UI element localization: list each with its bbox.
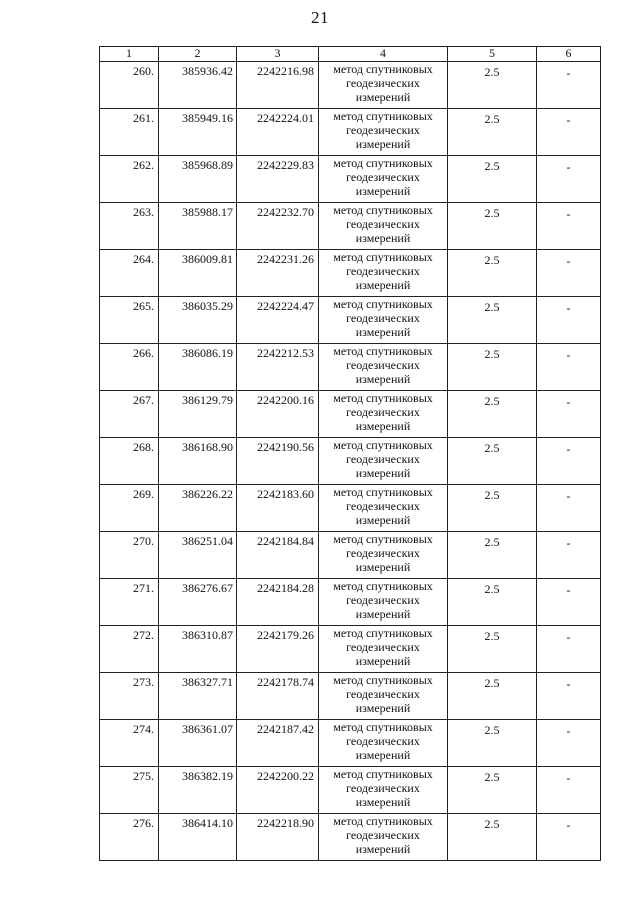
column-header: 6 (537, 47, 601, 62)
accuracy-cell: 2.5 (448, 62, 537, 109)
x-coordinate-cell: 385936.42 (159, 62, 237, 109)
table-row (100, 532, 601, 579)
accuracy-cell: 2.5 (448, 720, 537, 767)
method-cell: метод спутниковых геодезических измерений (319, 579, 448, 626)
x-coordinate-cell: 386009.81 (159, 250, 237, 297)
x-coordinate-cell: 386414.10 (159, 814, 237, 861)
note-cell: - (537, 814, 601, 861)
method-cell: метод спутниковых геодезических измерений (319, 203, 448, 250)
x-coordinate-cell: 386226.22 (159, 485, 237, 532)
y-coordinate-cell: 2242179.26 (237, 626, 319, 673)
point-number-cell: 260. (100, 62, 159, 109)
y-coordinate-cell: 2242178.74 (237, 673, 319, 720)
x-coordinate-cell: 386382.19 (159, 767, 237, 814)
method-cell: метод спутниковых геодезических измерений (319, 626, 448, 673)
accuracy-cell: 2.5 (448, 767, 537, 814)
note-cell: - (537, 579, 601, 626)
note-cell: - (537, 485, 601, 532)
coordinates-table (99, 46, 601, 861)
x-coordinate-cell: 386310.87 (159, 626, 237, 673)
point-number-cell: 271. (100, 579, 159, 626)
note-cell: - (537, 297, 601, 344)
accuracy-cell: 2.5 (448, 250, 537, 297)
y-coordinate-cell: 2242190.56 (237, 438, 319, 485)
x-coordinate-cell: 386276.67 (159, 579, 237, 626)
page-number: 21 (311, 8, 329, 27)
table-row (100, 297, 601, 344)
point-number-cell: 265. (100, 297, 159, 344)
note-cell: - (537, 532, 601, 579)
x-coordinate-cell: 386327.71 (159, 673, 237, 720)
x-coordinate-cell: 386086.19 (159, 344, 237, 391)
table-body (100, 62, 601, 861)
note-cell: - (537, 62, 601, 109)
column-header: 4 (319, 47, 448, 62)
method-cell: метод спутниковых геодезических измерений (319, 297, 448, 344)
accuracy-cell: 2.5 (448, 485, 537, 532)
method-cell: метод спутниковых геодезических измерений (319, 767, 448, 814)
method-cell: метод спутниковых геодезических измерений (319, 250, 448, 297)
accuracy-cell: 2.5 (448, 203, 537, 250)
note-cell: - (537, 673, 601, 720)
point-number-cell: 274. (100, 720, 159, 767)
note-cell: - (537, 344, 601, 391)
x-coordinate-cell: 385968.89 (159, 156, 237, 203)
table-row (100, 156, 601, 203)
column-header: 2 (159, 47, 237, 62)
point-number-cell: 266. (100, 344, 159, 391)
table-row (100, 438, 601, 485)
table-row (100, 767, 601, 814)
method-cell: метод спутниковых геодезических измерений (319, 438, 448, 485)
accuracy-cell: 2.5 (448, 579, 537, 626)
method-cell: метод спутниковых геодезических измерений (319, 156, 448, 203)
x-coordinate-cell: 386035.29 (159, 297, 237, 344)
accuracy-cell: 2.5 (448, 109, 537, 156)
accuracy-cell: 2.5 (448, 156, 537, 203)
note-cell: - (537, 767, 601, 814)
y-coordinate-cell: 2242224.47 (237, 297, 319, 344)
point-number-cell: 272. (100, 626, 159, 673)
method-cell: метод спутниковых геодезических измерений (319, 109, 448, 156)
note-cell: - (537, 438, 601, 485)
column-header: 5 (448, 47, 537, 62)
note-cell: - (537, 109, 601, 156)
y-coordinate-cell: 2242212.53 (237, 344, 319, 391)
x-coordinate-cell: 386129.79 (159, 391, 237, 438)
x-coordinate-cell: 385949.16 (159, 109, 237, 156)
table-row (100, 109, 601, 156)
point-number-cell: 268. (100, 438, 159, 485)
point-number-cell: 276. (100, 814, 159, 861)
y-coordinate-cell: 2242218.90 (237, 814, 319, 861)
method-cell: метод спутниковых геодезических измерений (319, 344, 448, 391)
point-number-cell: 267. (100, 391, 159, 438)
method-cell: метод спутниковых геодезических измерений (319, 62, 448, 109)
point-number-cell: 275. (100, 767, 159, 814)
note-cell: - (537, 720, 601, 767)
accuracy-cell: 2.5 (448, 626, 537, 673)
accuracy-cell: 2.5 (448, 391, 537, 438)
accuracy-cell: 2.5 (448, 814, 537, 861)
y-coordinate-cell: 2242216.98 (237, 62, 319, 109)
note-cell: - (537, 203, 601, 250)
y-coordinate-cell: 2242184.28 (237, 579, 319, 626)
note-cell: - (537, 250, 601, 297)
header-row (100, 47, 601, 62)
accuracy-cell: 2.5 (448, 344, 537, 391)
table-row (100, 579, 601, 626)
y-coordinate-cell: 2242187.42 (237, 720, 319, 767)
point-number-cell: 263. (100, 203, 159, 250)
column-header: 3 (237, 47, 319, 62)
accuracy-cell: 2.5 (448, 438, 537, 485)
y-coordinate-cell: 2242231.26 (237, 250, 319, 297)
accuracy-cell: 2.5 (448, 673, 537, 720)
y-coordinate-cell: 2242183.60 (237, 485, 319, 532)
y-coordinate-cell: 2242229.83 (237, 156, 319, 203)
y-coordinate-cell: 2242200.22 (237, 767, 319, 814)
method-cell: метод спутниковых геодезических измерений (319, 673, 448, 720)
column-header: 1 (100, 47, 159, 62)
method-cell: метод спутниковых геодезических измерений (319, 814, 448, 861)
y-coordinate-cell: 2242232.70 (237, 203, 319, 250)
table-row (100, 485, 601, 532)
x-coordinate-cell: 386361.07 (159, 720, 237, 767)
x-coordinate-cell: 385988.17 (159, 203, 237, 250)
method-cell: метод спутниковых геодезических измерений (319, 391, 448, 438)
table-row (100, 391, 601, 438)
method-cell: метод спутниковых геодезических измерений (319, 720, 448, 767)
table-row (100, 814, 601, 861)
table-row (100, 720, 601, 767)
y-coordinate-cell: 2242184.84 (237, 532, 319, 579)
point-number-cell: 269. (100, 485, 159, 532)
table-row (100, 203, 601, 250)
x-coordinate-cell: 386168.90 (159, 438, 237, 485)
x-coordinate-cell: 386251.04 (159, 532, 237, 579)
table-row (100, 62, 601, 109)
table-row (100, 673, 601, 720)
point-number-cell: 261. (100, 109, 159, 156)
method-cell: метод спутниковых геодезических измерений (319, 532, 448, 579)
method-cell: метод спутниковых геодезических измерений (319, 485, 448, 532)
point-number-cell: 264. (100, 250, 159, 297)
point-number-cell: 262. (100, 156, 159, 203)
table-row (100, 626, 601, 673)
y-coordinate-cell: 2242200.16 (237, 391, 319, 438)
note-cell: - (537, 391, 601, 438)
y-coordinate-cell: 2242224.01 (237, 109, 319, 156)
accuracy-cell: 2.5 (448, 297, 537, 344)
note-cell: - (537, 156, 601, 203)
accuracy-cell: 2.5 (448, 532, 537, 579)
table-row (100, 250, 601, 297)
point-number-cell: 273. (100, 673, 159, 720)
table-row (100, 344, 601, 391)
note-cell: - (537, 626, 601, 673)
point-number-cell: 270. (100, 532, 159, 579)
